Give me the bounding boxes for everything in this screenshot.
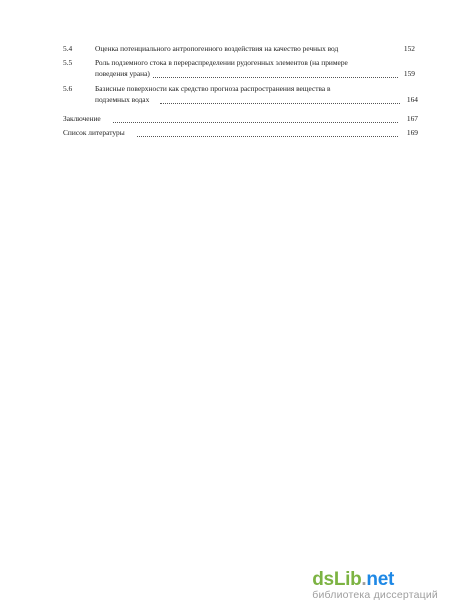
watermark-subtitle: библиотека диссертаций: [312, 589, 438, 601]
section-title-line-1: Роль подземного стока в перераспределении рудогенных элементов (на примере: [95, 58, 348, 67]
section-title: Оценка потенциального антропогенного воздействия на качество речных вод: [95, 44, 339, 53]
dot-leader: [153, 77, 398, 78]
page-number: 169: [406, 128, 418, 137]
watermark: [312, 569, 438, 601]
toc-entry-5-6[interactable]: [63, 84, 418, 108]
section-title-line-2: поведения урана): [95, 69, 150, 78]
section-title-line-1: Базисные поверхности как средство прогноза распространения вещества в: [95, 84, 331, 93]
section-title: Заключение: [63, 114, 101, 123]
page-number: 167: [406, 114, 418, 123]
section-title-line-2: подземных водах: [95, 95, 150, 104]
dot-leader: [137, 136, 398, 137]
page-number: 159: [403, 69, 415, 78]
toc-entry-5-5[interactable]: [63, 58, 415, 82]
dot-leader: [160, 103, 400, 104]
toc-entry-5-4[interactable]: [63, 44, 415, 56]
logo-net: net: [366, 569, 395, 590]
logo-ds: ds: [312, 569, 334, 590]
logo-dot: .: [361, 569, 367, 590]
section-title: Список литературы: [63, 128, 125, 137]
section-number: 5.6: [63, 84, 73, 93]
toc-entry-references[interactable]: [63, 128, 418, 140]
logo-lib: Lib: [333, 569, 362, 590]
page-number: 152: [403, 44, 415, 53]
section-number: 5.4: [63, 44, 73, 53]
page-number: 164: [406, 95, 418, 104]
dslib-logo: [312, 569, 438, 591]
toc-entry-conclusion[interactable]: [63, 114, 418, 126]
dot-leader: [113, 122, 398, 123]
section-number: 5.5: [63, 58, 73, 67]
